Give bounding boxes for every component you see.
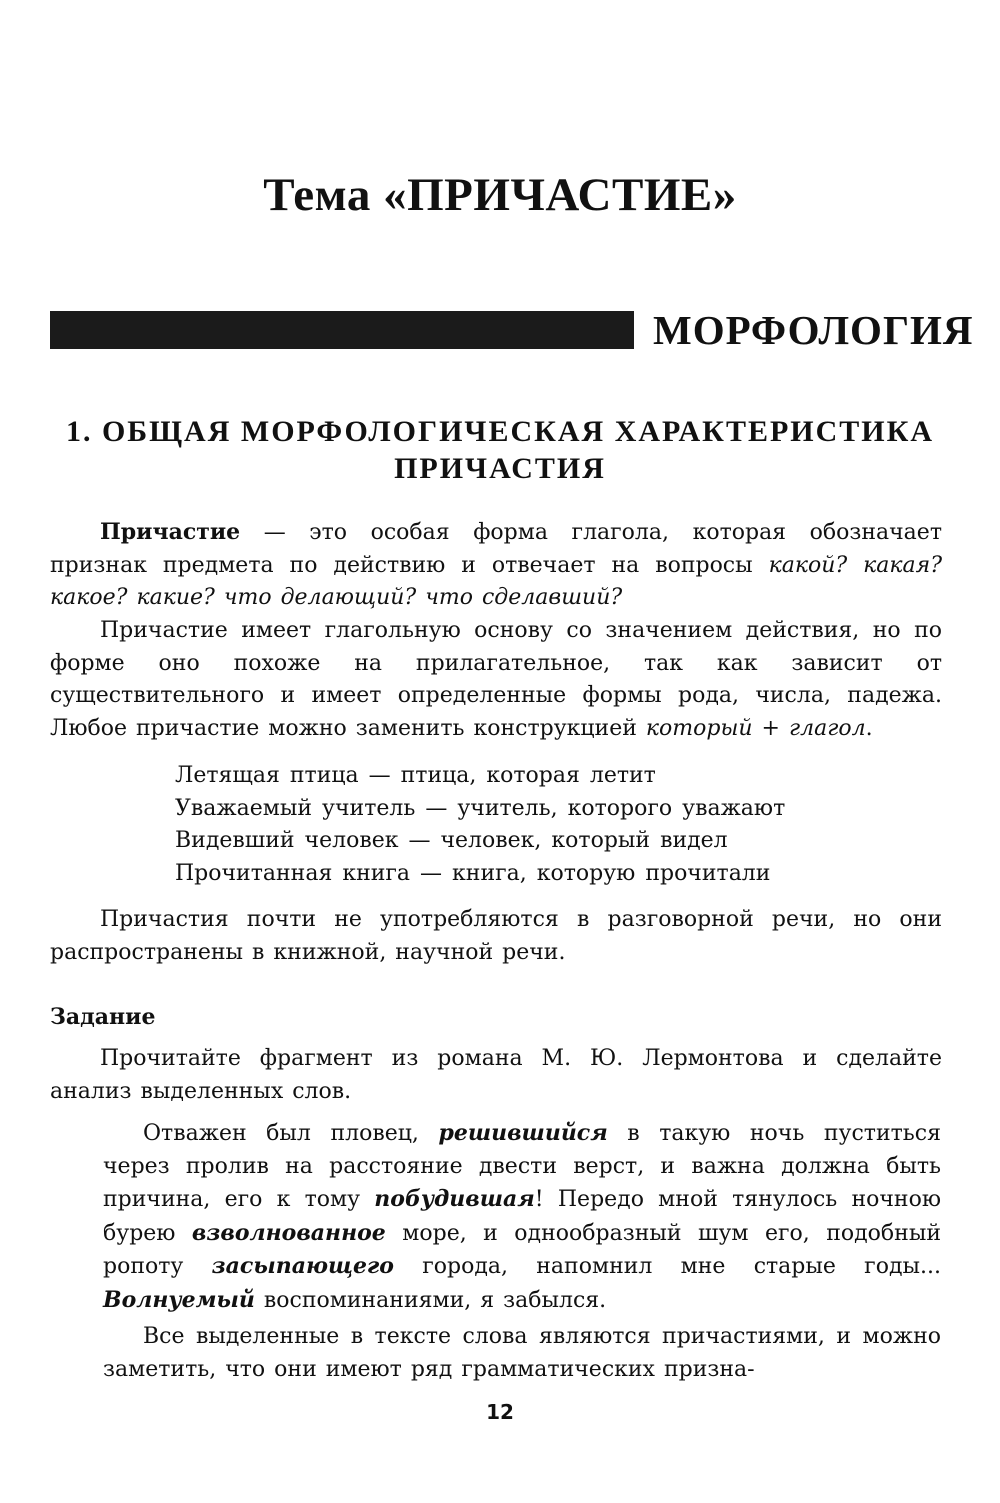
highlighted-participle: Волнуемый <box>103 1286 255 1313</box>
usage-paragraph: Причастия почти не употребляются в разговорной речи, но они распространены в книжной, научной речи. <box>50 907 942 965</box>
construction-formula: который + глагол <box>645 715 866 741</box>
example-line: Видевший человек — человек, который видел <box>175 828 728 853</box>
quote-text: ! Передо мной тянулось ночною бурею <box>103 1187 941 1246</box>
quote-text: города, напомнил мне старые годы... <box>393 1254 941 1279</box>
example-line: Прочитанная книга — книга, которую прочитали <box>175 860 771 886</box>
examples-list <box>175 760 935 890</box>
quote-text: Отважен был пловец, <box>143 1121 439 1146</box>
definition-questions: какой? какая? какое? какие? что делающий? что сделавший? <box>50 552 943 610</box>
example-line: Летящая птица — птица, которая летит <box>175 763 656 788</box>
banner-bar <box>50 311 634 349</box>
grammar-end: . <box>865 715 873 741</box>
quote-text: воспоминаниями, я забылся. <box>254 1287 607 1313</box>
grammar-paragraph <box>50 615 942 745</box>
quote-text: в такую ночь пуститься через пролив на расстояние двести верст, и важна должна быть причина, его к тому <box>103 1121 941 1212</box>
page-number: 12 <box>486 1400 514 1424</box>
highlighted-participle: взволнованное <box>191 1219 386 1246</box>
definition-paragraph <box>50 516 942 615</box>
section-heading: 1. ОБЩАЯ МОРФОЛОГИЧЕСКАЯ ХАРАКТЕРИСТИКА ПРИЧАСТИЯ <box>65 415 935 485</box>
closing-paragraph: Все выделенные в тексте слова являются причастиями, и можно заметить, что они имеют ряд грамматических призна- <box>103 1324 941 1382</box>
highlighted-participle: побудившая <box>374 1186 535 1212</box>
task-heading: Задание <box>50 1004 156 1030</box>
definition-term: Причастие <box>100 519 241 545</box>
highlighted-participle: засыпающего <box>211 1253 394 1279</box>
quote-text: море, и однообразный шум его, подобный ропоту <box>103 1220 941 1279</box>
page-title: Тема «ПРИЧАСТИЕ» <box>263 169 737 221</box>
definition-text: — это особая форма глагола, которая обозначает признак предмета по действию и отвечает на вопросы <box>50 520 942 578</box>
grammar-text: Причастие имеет глагольную основу со значением действия, но по форме оно похоже на прилагательное, так как зависит от существительного и имеет определенные формы рода, числа, падежа. Любое причастие можно заменить конструкцией <box>50 618 942 741</box>
example-line: Уважаемый учитель — учитель, которого уважают <box>175 795 786 821</box>
task-instruction: Прочитайте фрагмент из романа М. Ю. Лермонтова и сделайте анализ выделенных слов. <box>50 1046 942 1104</box>
banner-label: МОРФОЛОГИЯ <box>653 307 974 353</box>
highlighted-participle: решившийся <box>438 1120 608 1146</box>
lermontov-quote <box>103 1117 941 1317</box>
